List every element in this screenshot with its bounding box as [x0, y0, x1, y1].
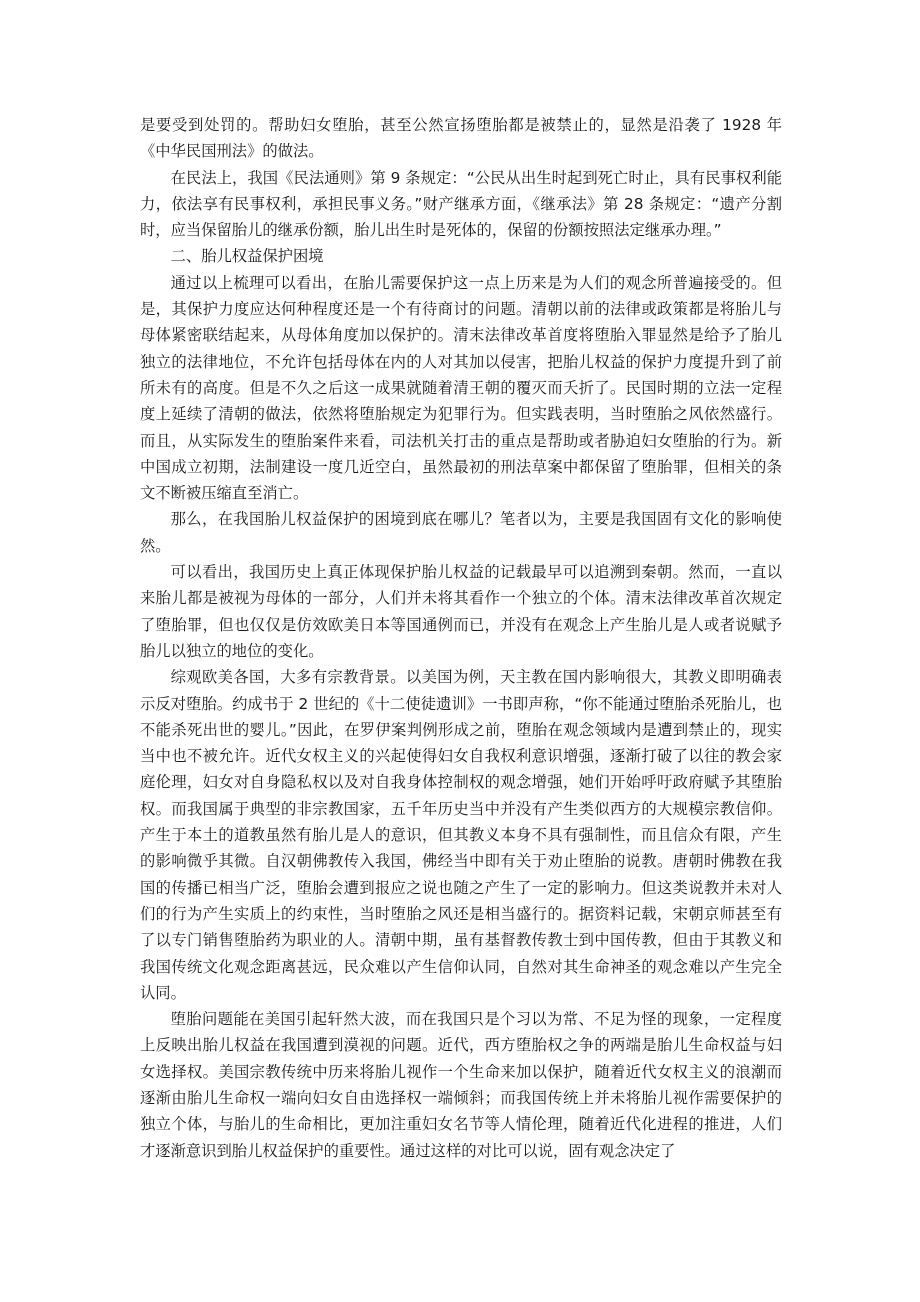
paragraph-comparison: 堕胎问题能在美国引起轩然大波，而在我国只是个习以为常、不足为怪的现象，一定程度上反映出胎儿权益在我国遭到漠视的问题。近代，西方堕胎权之争的两端是胎儿生命权益与妇女选择权。美国宗教传统中历来将胎儿视作一个生命来加以保护，随着近代女权主义的浪潮而逐渐由胎儿生命权一端向妇女自由选择权一端倾斜；而我国传统上并未将胎儿视作需要保护的独立个体，与胎儿的生命相比，更加注重妇女名节等人情伦理，随着近代化进程的推进，人们才逐渐意识到胎儿权益保护的重要性。通过这样的对比可以说，固有观念决定了: [140, 1010, 782, 1160]
paragraph-history: 可以看出，我国历史上真正体现保护胎儿权益的记载最早可以追溯到秦朝。然而，一直以来胎儿都是被视为母体的一部分，人们并未将其看作一个独立的个体。清末法律改革首次规定了堕胎罪，但也仅仅是仿效欧美日本等国通例而已，并没有在观念上产生胎儿是人或者说赋予胎儿以独立的地位的变化。: [140, 563, 782, 660]
paragraph-religion: 综观欧美各国，大多有宗教背景。以美国为例，天主教在国内影响很大，其教义即明确表示反对堕胎。约成书于 2 世纪的《十二使徒遗训》一书即声称，“你不能通过堕胎杀死胎儿，也不能杀死出世的婴儿。”因此，在罗伊案判例形成之前，堕胎在观念领域内是遭到禁止的，现实当中也不被允许。近代女权主义的兴起使得妇女自我权利意识增强，逐渐打破了以往的教会家庭伦理，妇女对自身隐私权以及对自我身体控制权的观念增强，她们开始呼吁政府赋予其堕胎权。而我国属于典型的非宗教国家，五千年历史当中并没有产生类似西方的大规模宗教信仰。产生于本土的道教虽然有胎儿是人的意识，但其教义本身不具有强制性，而且信众有限，产生的影响微乎其微。自汉朝佛教传入我国，佛经当中即有关于劝止堕胎的说教。唐朝时佛教在我国的传播已相当广泛，堕胎会遭到报应之说也随之产生了一定的影响力。但这类说教并未对人们的行为产生实质上的约束性，当时堕胎之风还是相当盛行的。据资料记载，宋朝京师甚至有了以专门销售堕胎药为职业的人。清朝中期，虽有基督教传教士到中国传教，但由于其教义和我国传统文化观念距离甚远，民众难以产生信仰认同，自然对其生命神圣的观念难以产生完全认同。: [140, 668, 782, 1002]
document-page: [140, 112, 782, 1164]
paragraph-review: 通过以上梳理可以看出，在胎儿需要保护这一点上历来是为人们的观念所普遍接受的。但是，其保护力度应达何种程度还是一个有待商讨的问题。清朝以前的法律或政策都是将胎儿与母体紧密联结起来，从母体角度加以保护的。清末法律改革首度将堕胎入罪显然是给予了胎儿独立的法律地位，不允许包括母体在内的人对其加以侵害，把胎儿权益的保护力度提升到了前所未有的高度。但是不久之后这一成果就随着清王朝的覆灭而夭折了。民国时期的立法一定程度上延续了清朝的做法，依然将堕胎规定为犯罪行为。但实践表明，当时堕胎之风依然盛行。而且，从实际发生的堕胎案件来看，司法机关打击的重点是帮助或者胁迫妇女堕胎的行为。新中国成立初期，法制建设一度几近空白，虽然最初的刑法草案中都保留了堕胎罪，但相关的条文不断被压缩直至消亡。: [140, 273, 782, 503]
paragraph-continuation: 是要受到处罚的。帮助妇女堕胎，甚至公然宣扬堕胎都是被禁止的，显然是沿袭了 1928 年《中华民国刑法》的做法。: [140, 116, 782, 161]
section-heading: 二、胎儿权益保护困境: [170, 247, 324, 266]
paragraph-civil-law: 在民法上，我国《民法通则》第 9 条规定：“公民从出生时起到死亡时止，具有民事权利能力，依法享有民事权利，承担民事义务。”财产继承方面，《继承法》第 28 条规定：“遗产分割时，应当保留胎儿的继承份额，胎儿出生时是死体的，保留的份额按照法定继承办理。”: [140, 168, 782, 240]
paragraph-question: 那么，在我国胎儿权益保护的困境到底在哪儿？笔者以为，主要是我国固有文化的影响使然。: [140, 510, 782, 555]
